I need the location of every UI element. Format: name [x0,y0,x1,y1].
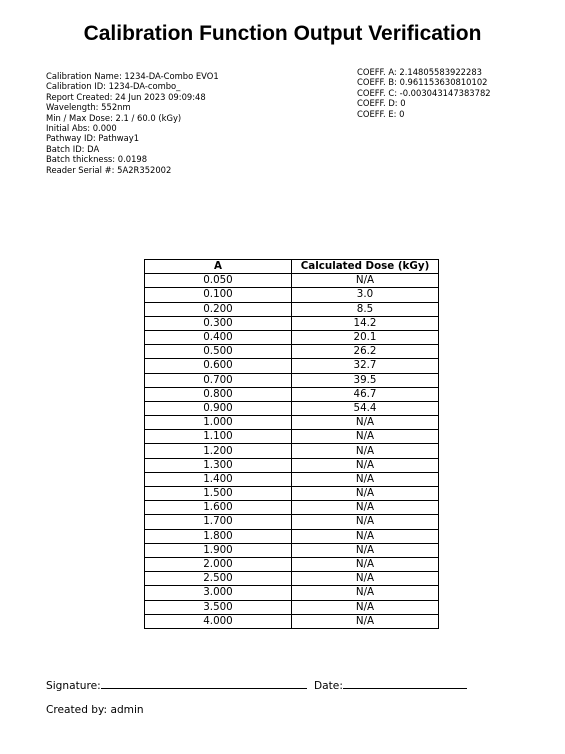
cell-dose: N/A [292,487,439,501]
cell-absorbance: 1.900 [145,543,292,557]
cell-absorbance: 2.500 [145,572,292,586]
coeff-e: COEFF. E: 0 [357,108,405,119]
cell-dose: N/A [292,274,439,288]
signature-field [46,678,307,692]
cell-absorbance: 3.000 [145,586,292,600]
min-max-dose: Min / Max Dose: 2.1 / 60.0 (kGy) [46,112,182,123]
calibration-id: Calibration ID: 1234-DA-combo_ [46,81,181,92]
table-row [145,444,439,458]
cell-absorbance: 1.500 [145,487,292,501]
cell-absorbance: 1.100 [145,430,292,444]
dose-table [144,259,439,629]
cell-absorbance: 2.000 [145,557,292,571]
table-row [145,572,439,586]
batch-thickness: Batch thickness: 0.0198 [46,154,148,165]
coeff-a: COEFF. A: 2.14805583922283 [357,67,482,77]
cell-dose: 20.1 [292,330,439,344]
page-title: Calibration Function Output Verification [83,22,482,45]
table-row [145,416,439,430]
coeff-c: COEFF. C: -0.003043147383782 [357,87,491,98]
cell-absorbance: 1.300 [145,458,292,472]
reader-serial: Reader Serial #: 5A2R352002 [46,164,172,175]
table-row [145,345,439,359]
report-created: Report Created: 24 Jun 2023 09:09:48 [46,91,206,102]
table-row [145,274,439,288]
cell-dose: N/A [292,472,439,486]
cell-absorbance: 0.600 [145,359,292,373]
cell-absorbance: 0.900 [145,401,292,415]
cell-absorbance: 0.200 [145,302,292,316]
cell-absorbance: 1.700 [145,515,292,529]
cell-dose: 8.5 [292,302,439,316]
cell-dose: N/A [292,543,439,557]
created-by: Created by: admin [46,704,144,716]
initial-abs: Initial Abs: 0.000 [46,123,117,134]
cell-dose: N/A [292,430,439,444]
column-header-a: A [145,260,292,274]
table-row [145,373,439,387]
cell-dose: N/A [292,444,439,458]
cell-dose: N/A [292,600,439,614]
table-row [145,472,439,486]
table-row [145,557,439,571]
table-row [145,288,439,302]
table-row [145,529,439,543]
column-header-dose: Calculated Dose (kGy) [292,260,439,274]
cell-dose: 46.7 [292,387,439,401]
table-row [145,543,439,557]
table-row [145,458,439,472]
cell-absorbance: 3.500 [145,600,292,614]
table-row [145,515,439,529]
table-row [145,387,439,401]
table-row [145,430,439,444]
coeff-b: COEFF. B: 0.961153630810102 [357,77,488,88]
cell-dose: 54.4 [292,401,439,415]
cell-dose: 3.0 [292,288,439,302]
cell-dose: 39.5 [292,373,439,387]
cell-dose: 32.7 [292,359,439,373]
pathway-id: Pathway ID: Pathway1 [46,133,140,144]
cell-dose: N/A [292,557,439,571]
wavelength: Wavelength: 552nm [46,102,131,113]
calibration-name: Calibration Name: 1234-DA-Combo EVO1 [46,71,219,81]
cell-absorbance: 0.500 [145,345,292,359]
cell-dose: 26.2 [292,345,439,359]
cell-dose: N/A [292,529,439,543]
table-row [145,316,439,330]
calibration-details [46,71,219,175]
table-row [145,330,439,344]
table-row [145,359,439,373]
cell-absorbance: 1.800 [145,529,292,543]
date-label: Date: [314,680,343,692]
cell-absorbance: 1.600 [145,501,292,515]
cell-absorbance: 1.200 [145,444,292,458]
date-line [343,678,467,689]
table-header-row [145,260,439,274]
cell-dose: N/A [292,586,439,600]
table-row [145,487,439,501]
coefficients [357,67,491,119]
coeff-d: COEFF. D: 0 [357,98,406,109]
signature-label: Signature: [46,680,101,692]
cell-absorbance: 0.800 [145,387,292,401]
cell-absorbance: 0.700 [145,373,292,387]
cell-dose: N/A [292,416,439,430]
cell-absorbance: 1.400 [145,472,292,486]
cell-dose: N/A [292,501,439,515]
table-row [145,401,439,415]
table-row [145,302,439,316]
cell-dose: N/A [292,515,439,529]
cell-absorbance: 0.050 [145,274,292,288]
cell-dose: N/A [292,458,439,472]
cell-dose: 14.2 [292,316,439,330]
table-row [145,586,439,600]
cell-absorbance: 4.000 [145,614,292,628]
table-body [145,274,439,629]
cell-absorbance: 0.300 [145,316,292,330]
cell-absorbance: 0.400 [145,330,292,344]
cell-dose: N/A [292,614,439,628]
table-row [145,614,439,628]
cell-dose: N/A [292,572,439,586]
table-row [145,600,439,614]
signature-line [101,678,307,689]
batch-id: Batch ID: DA [46,143,100,154]
cell-absorbance: 1.000 [145,416,292,430]
date-field [314,678,467,692]
table-row [145,501,439,515]
cell-absorbance: 0.100 [145,288,292,302]
